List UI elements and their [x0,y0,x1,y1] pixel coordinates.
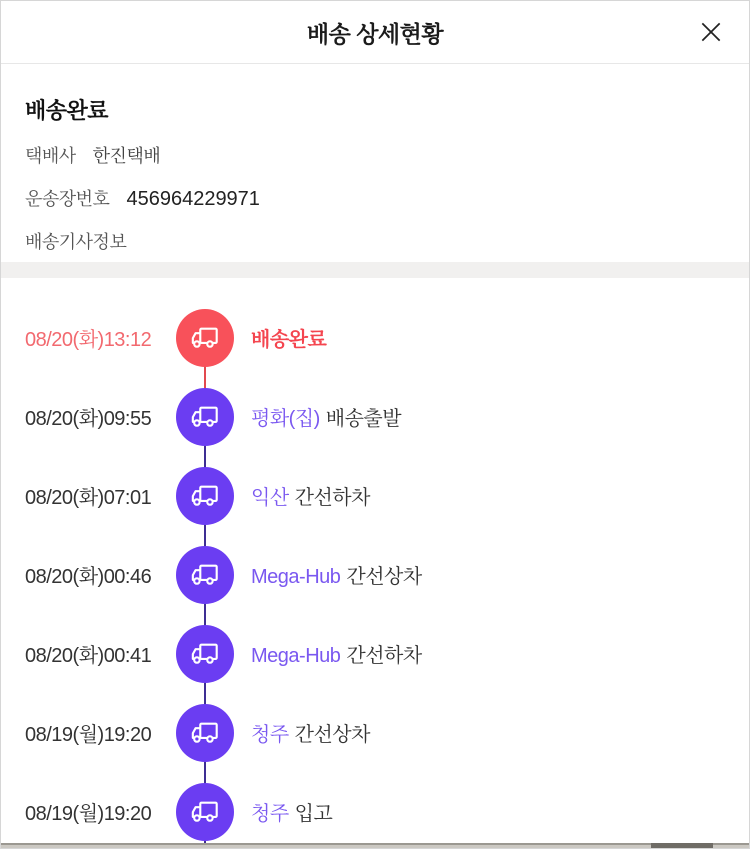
event-datetime: 08/20(화)07:01 [25,487,152,509]
timeline-event-row [1,535,749,614]
event-status: 간선하차 [346,645,422,667]
truck-icon [176,704,234,762]
timeline-event-row [1,772,749,845]
tracking-number: 456964229971 [126,188,260,210]
event-status: 입고 [294,803,333,825]
shipment-summary [1,64,749,262]
driver-info-label: 배송기사정보 [25,232,127,252]
truck-icon [176,467,234,525]
truck-icon [176,309,234,367]
event-datetime: 08/20(화)00:41 [25,645,152,667]
event-datetime: 08/19(월)19:20 [25,803,152,825]
event-description [251,560,422,589]
event-datetime: 08/20(화)00:46 [25,566,152,588]
event-description [251,402,401,431]
event-status: 간선상차 [294,724,370,746]
tracking-row [25,185,725,211]
event-location: 청주 [251,803,289,825]
courier-label: 택배사 [25,146,76,166]
timeline-event-row [1,693,749,772]
event-location: Mega-Hub [251,566,341,588]
courier-row [25,142,725,168]
truck-icon [176,546,234,604]
timeline-event-row [1,456,749,535]
event-status: 간선상차 [346,566,422,588]
modal-header [1,1,749,64]
driver-info-row [25,228,725,254]
truck-icon [176,388,234,446]
event-description [251,481,370,510]
event-description [251,797,332,826]
truck-icon [176,625,234,683]
scrollbar-track [1,843,749,848]
close-button[interactable] [695,17,727,49]
tracking-label: 운송장번호 [25,189,110,209]
event-location: 익산 [251,487,289,509]
event-description [251,718,370,747]
timeline-event-row [1,298,749,377]
event-location: Mega-Hub [251,645,341,667]
event-location: 청주 [251,724,289,746]
timeline-event-row [1,377,749,456]
event-datetime: 08/20(화)13:12 [25,329,152,351]
timeline-event-row [1,614,749,693]
event-status: 배송완료 [251,329,327,351]
event-location: 평화(집) [251,408,320,430]
section-divider [1,262,749,278]
scrollbar-thumb[interactable] [651,843,713,848]
event-status: 간선하차 [294,487,370,509]
tracking-timeline [1,278,749,845]
event-description [251,639,422,668]
event-description [251,323,326,352]
page-title: 배송 상세현황 [306,20,444,47]
event-datetime: 08/20(화)09:55 [25,408,152,430]
courier-name: 한진택배 [92,146,161,166]
truck-icon [176,783,234,841]
close-icon [698,19,724,48]
event-datetime: 08/19(월)19:20 [25,724,152,746]
event-status: 배송출발 [325,408,402,430]
shipment-status: 배송완료 [25,98,109,123]
